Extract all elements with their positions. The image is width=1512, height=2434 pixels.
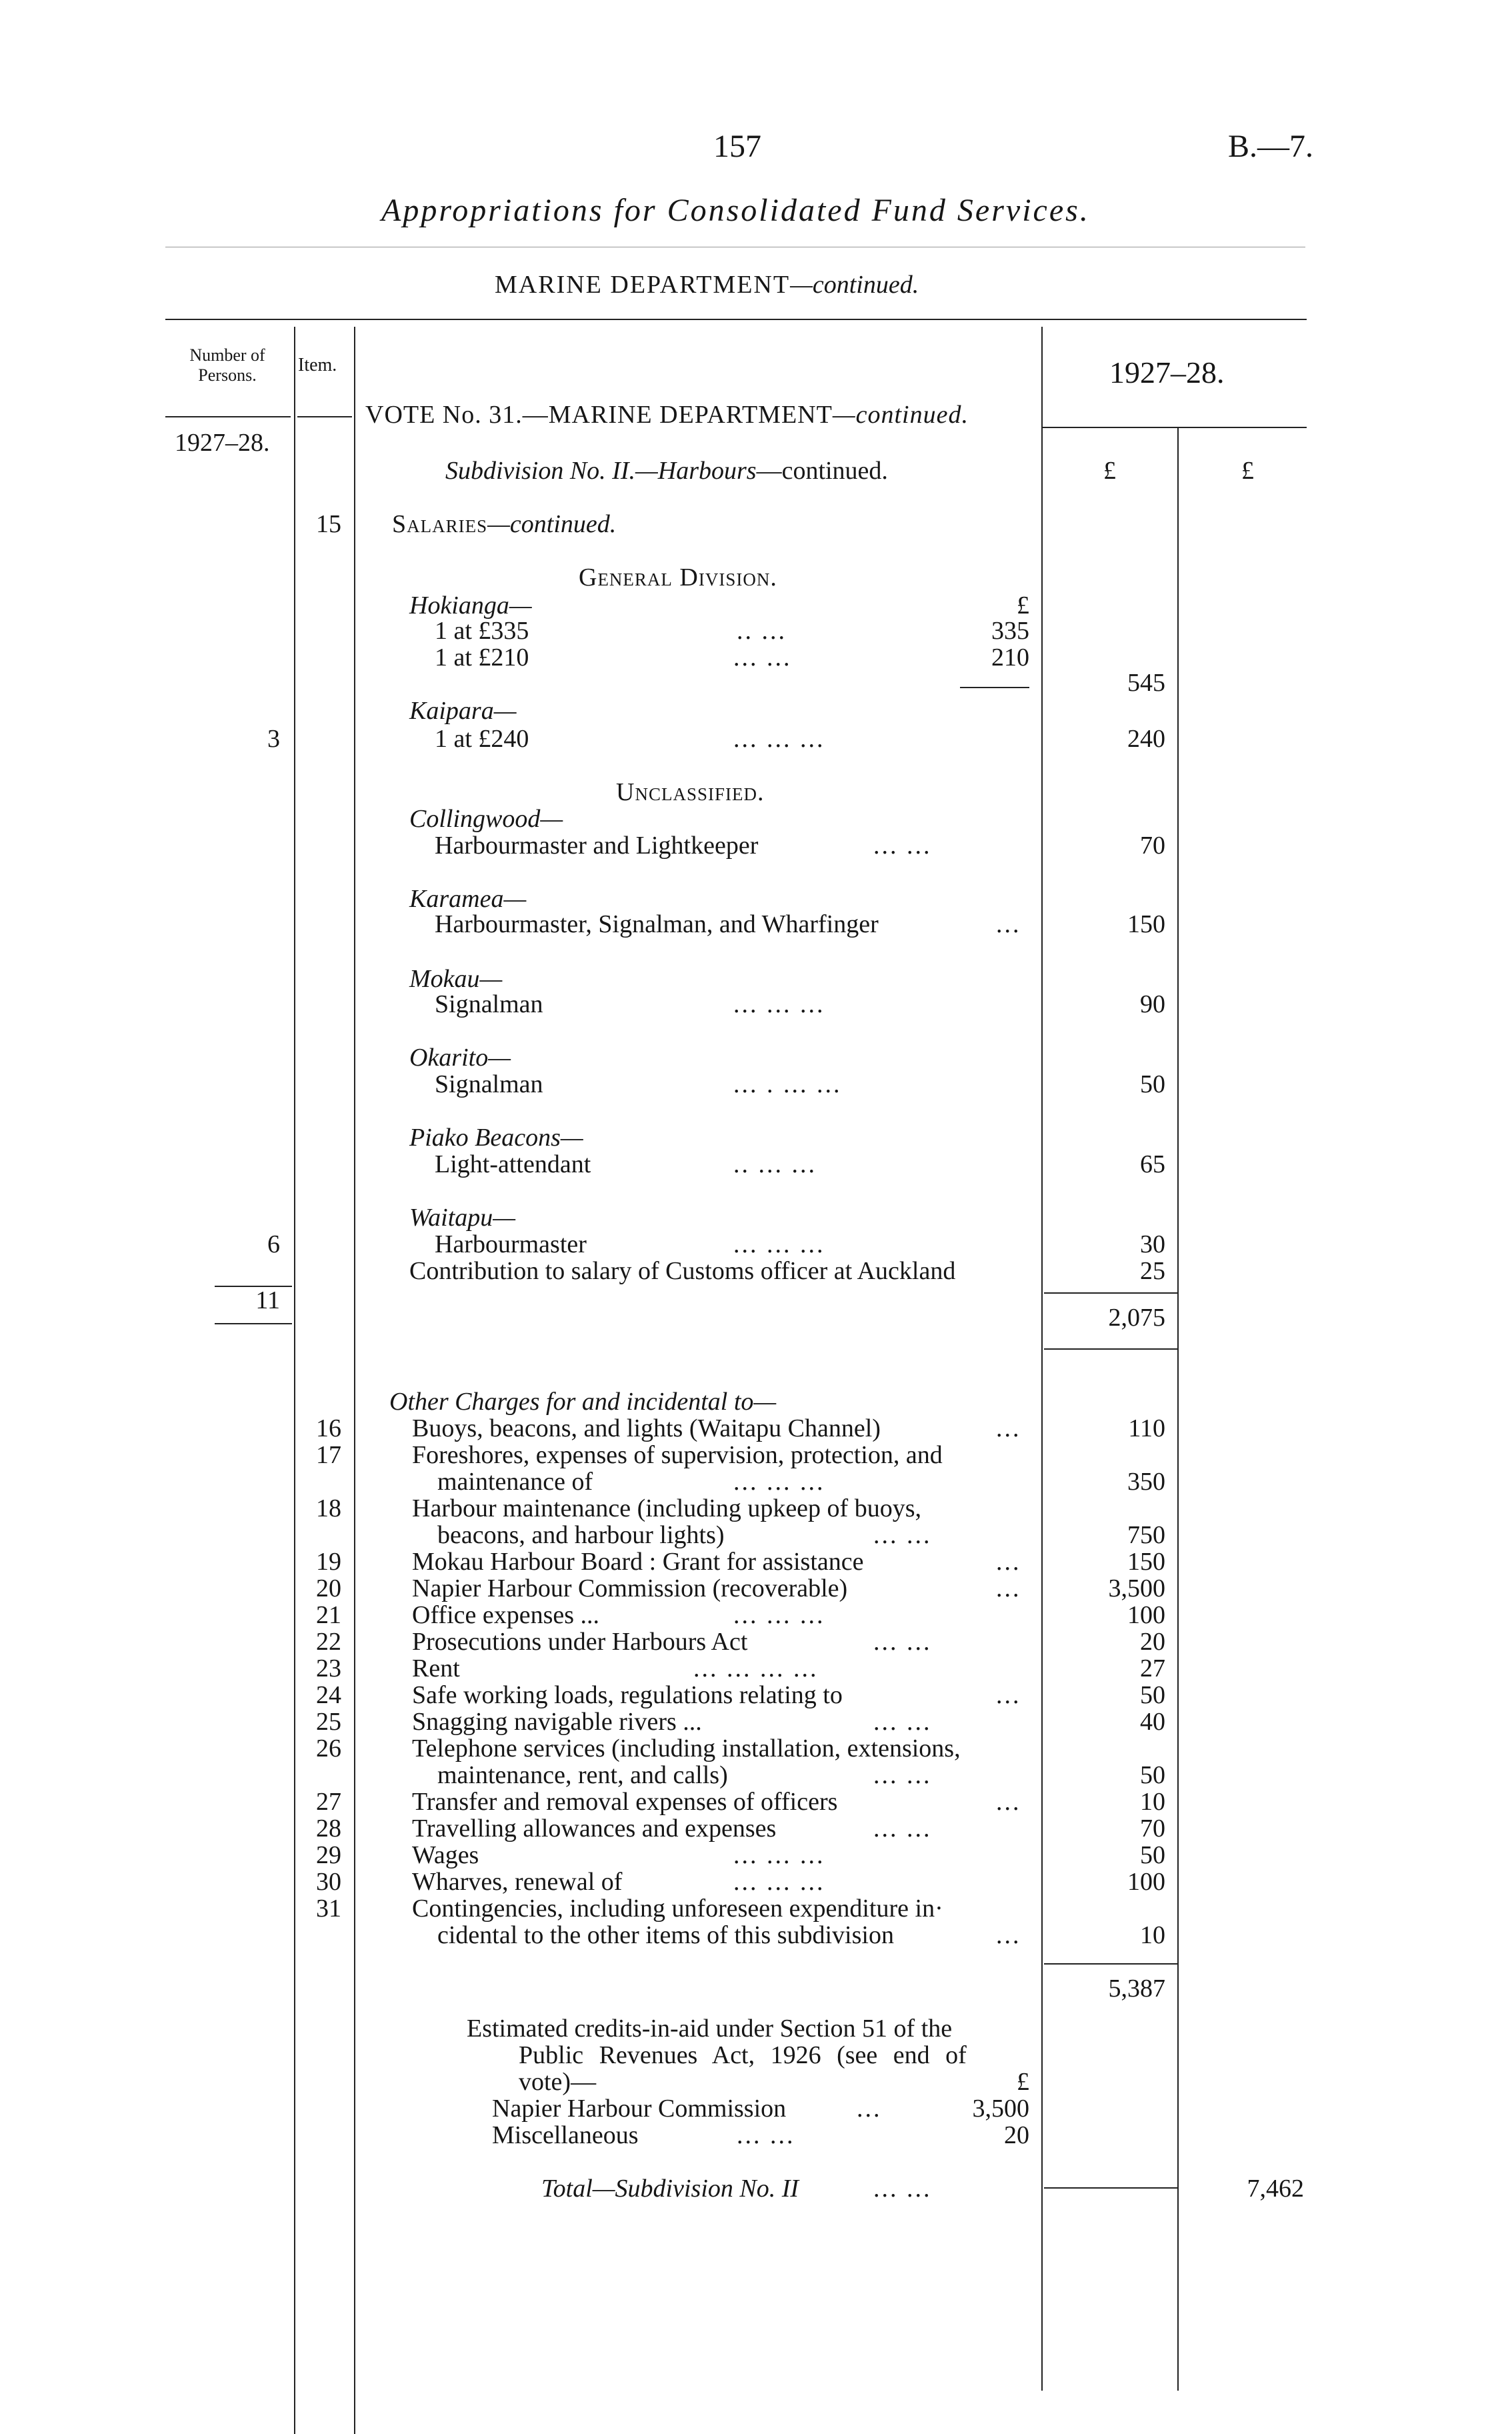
- item-28-number: 28: [316, 1814, 341, 1843]
- credits-napier-desc: Napier Harbour Commission: [492, 2095, 787, 2123]
- general-division-heading: General Division.: [579, 563, 777, 591]
- item-31-desc-line-2: cidental to the other items of this subdivision: [437, 1921, 894, 1949]
- pound-symbol-total: £: [1241, 457, 1254, 485]
- divider-amount-total: [1177, 427, 1179, 2391]
- item-27-dots: ...: [996, 1788, 1021, 1816]
- hokianga-row-2-amount: 210: [991, 644, 1029, 672]
- item-26-number: 26: [316, 1734, 341, 1762]
- item-20-desc: Napier Harbour Commission (recoverable): [412, 1574, 848, 1602]
- credits-misc-desc: Miscellaneous: [492, 2121, 639, 2149]
- persons-total: 11: [255, 1286, 280, 1314]
- header-rule-item: [297, 416, 352, 417]
- item-31-dots: ...: [996, 1921, 1021, 1949]
- item-16-number: 16: [316, 1414, 341, 1442]
- item-31-amount: 10: [1140, 1921, 1165, 1949]
- piako-beacons-desc: Light-attendant: [435, 1150, 591, 1178]
- salaries-total-underline: [1044, 1348, 1177, 1350]
- credits-line-1: Estimated credits-in-aid under Section 51 of the: [467, 2015, 953, 2043]
- persons-year-label: 1927–28.: [175, 429, 270, 457]
- item-23-dots: ... ... ... ...: [693, 1654, 819, 1682]
- salaries-total-rule: [1044, 1292, 1177, 1294]
- header-rule-year: [1041, 427, 1307, 428]
- item-column-header: Item.: [298, 355, 337, 375]
- waitapu-persons: 6: [267, 1230, 280, 1258]
- item-30-number: 30: [316, 1868, 341, 1896]
- page-reference: B.—7.: [1228, 129, 1314, 164]
- item-30-dots: ... ... ...: [733, 1868, 825, 1896]
- hokianga-total: 545: [1127, 669, 1165, 697]
- vote-title: VOTE No. 31.—MARINE DEPARTMENT: [365, 401, 833, 429]
- divider-description-amount: [1041, 327, 1043, 2391]
- okarito-amount: 50: [1140, 1070, 1165, 1098]
- item-18-desc-line-2: beacons, and harbour lights): [437, 1521, 725, 1549]
- mokau-desc: Signalman: [435, 990, 543, 1018]
- item-18-dots: ... ...: [873, 1521, 932, 1549]
- mokau-heading: Mokau—: [409, 965, 503, 993]
- hokianga-row-1-desc: 1 at £335: [435, 617, 529, 645]
- item-17-desc-line-1: Foreshores, expenses of supervision, protection, and: [412, 1441, 943, 1469]
- item-19-dots: ...: [996, 1548, 1021, 1576]
- item-26-desc-line-2: maintenance, rent, and calls): [437, 1761, 728, 1789]
- collingwood-heading: Collingwood—: [409, 805, 563, 833]
- item-20-amount: 3,500: [1108, 1574, 1165, 1602]
- item-25-dots: ... ...: [873, 1708, 932, 1736]
- item-29-amount: 50: [1140, 1841, 1165, 1869]
- unclassified-heading: Unclassified.: [616, 778, 765, 806]
- piako-beacons-amount: 65: [1140, 1150, 1165, 1178]
- item-17-number: 17: [316, 1441, 341, 1469]
- subdivision-heading: [445, 457, 888, 484]
- item-18-amount: 750: [1127, 1521, 1165, 1549]
- item-25-number: 25: [316, 1708, 341, 1736]
- kaipara-total: 240: [1127, 725, 1165, 753]
- hokianga-subtotal-rule: [960, 687, 1029, 688]
- other-charges-total: 5,387: [1108, 1975, 1165, 2003]
- piako-beacons-heading: Piako Beacons—: [409, 1124, 583, 1152]
- item-23-desc: Rent: [412, 1654, 460, 1682]
- item-16-dots: ...: [996, 1414, 1021, 1442]
- item-19-desc: Mokau Harbour Board : Grant for assistance: [412, 1548, 864, 1576]
- department-continued: —continued.: [790, 271, 919, 299]
- waitapu-dots: ... ... ...: [733, 1230, 825, 1258]
- item-23-number: 23: [316, 1654, 341, 1682]
- credits-line-2: Public Revenues Act, 1926 (see end of: [519, 2041, 967, 2069]
- hokianga-row-2-dots: ... ...: [733, 644, 792, 672]
- credits-line-3: vote)—: [519, 2068, 597, 2096]
- piako-beacons-dots: .. ... ...: [733, 1150, 817, 1178]
- mokau-amount: 90: [1140, 990, 1165, 1018]
- persons-column-header: Number of Persons.: [189, 345, 265, 385]
- credits-napier-dots: ...: [857, 2095, 882, 2123]
- hokianga-row-1-dots: .. ...: [737, 617, 787, 645]
- item-30-amount: 100: [1127, 1868, 1165, 1896]
- item-21-desc: Office expenses ...: [412, 1601, 600, 1629]
- item-24-number: 24: [316, 1681, 341, 1709]
- item-25-amount: 40: [1140, 1708, 1165, 1736]
- waitapu-desc: Harbourmaster: [435, 1230, 587, 1258]
- item-26-desc-line-1: Telephone services (including installation, extensions,: [412, 1734, 961, 1762]
- item-29-number: 29: [316, 1841, 341, 1869]
- credits-napier-amount: 3,500: [972, 2095, 1029, 2123]
- karamea-desc: Harbourmaster, Signalman, and Wharfinger: [435, 910, 879, 938]
- persons-total-underline: [215, 1323, 292, 1324]
- waitapu-amount: 30: [1140, 1230, 1165, 1258]
- vote-heading: [365, 401, 969, 428]
- credits-misc-dots: ... ...: [737, 2121, 795, 2149]
- item-26-amount: 50: [1140, 1761, 1165, 1789]
- collingwood-dots: ... ...: [873, 832, 932, 860]
- item-22-number: 22: [316, 1628, 341, 1656]
- item-19-number: 19: [316, 1548, 341, 1576]
- department-name: MARINE DEPARTMENT: [495, 271, 791, 299]
- item-28-dots: ... ...: [873, 1814, 932, 1843]
- other-charges-total-rule: [1044, 1963, 1177, 1965]
- item-27-number: 27: [316, 1788, 341, 1816]
- kaipara-desc: 1 at £240: [435, 725, 529, 753]
- item-22-desc: Prosecutions under Harbours Act: [412, 1628, 748, 1656]
- salaries-item-number: 15: [316, 510, 341, 538]
- general-division-pound: £: [1017, 591, 1029, 620]
- customs-contribution-desc: Contribution to salary of Customs officer at Auckland: [409, 1257, 956, 1285]
- salaries-heading: [392, 511, 616, 537]
- credits-misc-amount: 20: [1004, 2121, 1029, 2149]
- subdivision-title: Subdivision No. II.—Harbours: [445, 457, 757, 485]
- item-16-desc: Buoys, beacons, and lights (Waitapu Channel): [412, 1414, 881, 1442]
- okarito-dots: ... . ... ...: [733, 1070, 842, 1098]
- divider-persons-item: [294, 327, 295, 2434]
- total-rule: [1044, 2187, 1177, 2189]
- total-dots: ... ...: [873, 2175, 932, 2203]
- okarito-desc: Signalman: [435, 1070, 543, 1098]
- item-27-desc: Transfer and removal expenses of officers: [412, 1788, 838, 1816]
- salaries-label: Salaries: [392, 510, 488, 538]
- item-18-desc-line-1: Harbour maintenance (including upkeep of buoys,: [412, 1494, 921, 1522]
- total-amount: 7,462: [1247, 2175, 1304, 2203]
- divider-item-description: [354, 327, 355, 2434]
- year-column-header: 1927–28.: [1109, 355, 1225, 389]
- item-26-dots: ... ...: [873, 1761, 932, 1789]
- item-20-number: 20: [316, 1574, 341, 1602]
- item-31-number: 31: [316, 1895, 341, 1923]
- header-rule-persons: [165, 416, 291, 417]
- item-29-desc: Wages: [412, 1841, 479, 1869]
- item-28-amount: 70: [1140, 1814, 1165, 1843]
- item-25-desc: Snagging navigable rivers ...: [412, 1708, 702, 1736]
- vote-continued: —continued.: [832, 401, 969, 429]
- hokianga-heading: Hokianga—: [409, 591, 532, 620]
- pound-symbol-amount: £: [1103, 457, 1116, 485]
- karamea-heading: Karamea—: [409, 885, 527, 913]
- customs-contribution-amount: 25: [1140, 1257, 1165, 1285]
- page-title: Appropriations for Consolidated Fund Services.: [381, 193, 1090, 228]
- item-23-amount: 27: [1140, 1654, 1165, 1682]
- kaipara-persons: 3: [267, 725, 280, 753]
- item-22-amount: 20: [1140, 1628, 1165, 1656]
- karamea-amount: 150: [1127, 910, 1165, 938]
- item-27-amount: 10: [1140, 1788, 1165, 1816]
- item-24-dots: ...: [996, 1681, 1021, 1709]
- item-30-desc: Wharves, renewal of: [412, 1868, 623, 1896]
- credits-pound: £: [1017, 2068, 1029, 2096]
- other-charges-heading: Other Charges for and incidental to—: [389, 1388, 777, 1416]
- kaipara-heading: Kaipara—: [409, 697, 517, 725]
- karamea-dots: ...: [996, 910, 1021, 938]
- item-24-desc: Safe working loads, regulations relating to: [412, 1681, 843, 1709]
- hokianga-row-1-amount: 335: [991, 617, 1029, 645]
- item-17-desc-line-2: maintenance of: [437, 1468, 593, 1496]
- item-21-dots: ... ... ...: [733, 1601, 825, 1629]
- item-20-dots: ...: [996, 1574, 1021, 1602]
- item-28-desc: Travelling allowances and expenses: [412, 1814, 777, 1843]
- waitapu-heading: Waitapu—: [409, 1204, 516, 1232]
- item-24-amount: 50: [1140, 1681, 1165, 1709]
- item-18-number: 18: [316, 1494, 341, 1522]
- item-21-amount: 100: [1127, 1601, 1165, 1629]
- salaries-total: 2,075: [1108, 1304, 1165, 1332]
- kaipara-dots: ... ... ...: [733, 725, 825, 753]
- department-heading: [495, 270, 919, 299]
- salaries-continued: —continued.: [487, 510, 617, 538]
- okarito-heading: Okarito—: [409, 1044, 511, 1072]
- hokianga-row-2-desc: 1 at £210: [435, 644, 529, 672]
- subdivision-continued: —continued.: [756, 457, 888, 485]
- item-16-amount: 110: [1128, 1414, 1165, 1442]
- page-number: 157: [713, 129, 761, 164]
- item-19-amount: 150: [1127, 1548, 1165, 1576]
- mokau-dots: ... ... ...: [733, 990, 825, 1018]
- item-22-dots: ... ...: [873, 1628, 932, 1656]
- item-31-desc-line-1: Contingencies, including unforeseen expenditure in·: [412, 1895, 943, 1923]
- item-17-amount: 350: [1127, 1468, 1165, 1496]
- total-label: Total—Subdivision No. II: [541, 2175, 799, 2203]
- collingwood-desc: Harbourmaster and Lightkeeper: [435, 832, 759, 860]
- item-17-dots: ... ... ...: [733, 1468, 825, 1496]
- item-21-number: 21: [316, 1601, 341, 1629]
- item-29-dots: ... ... ...: [733, 1841, 825, 1869]
- table-top-rule: [165, 319, 1307, 320]
- collingwood-amount: 70: [1140, 832, 1165, 860]
